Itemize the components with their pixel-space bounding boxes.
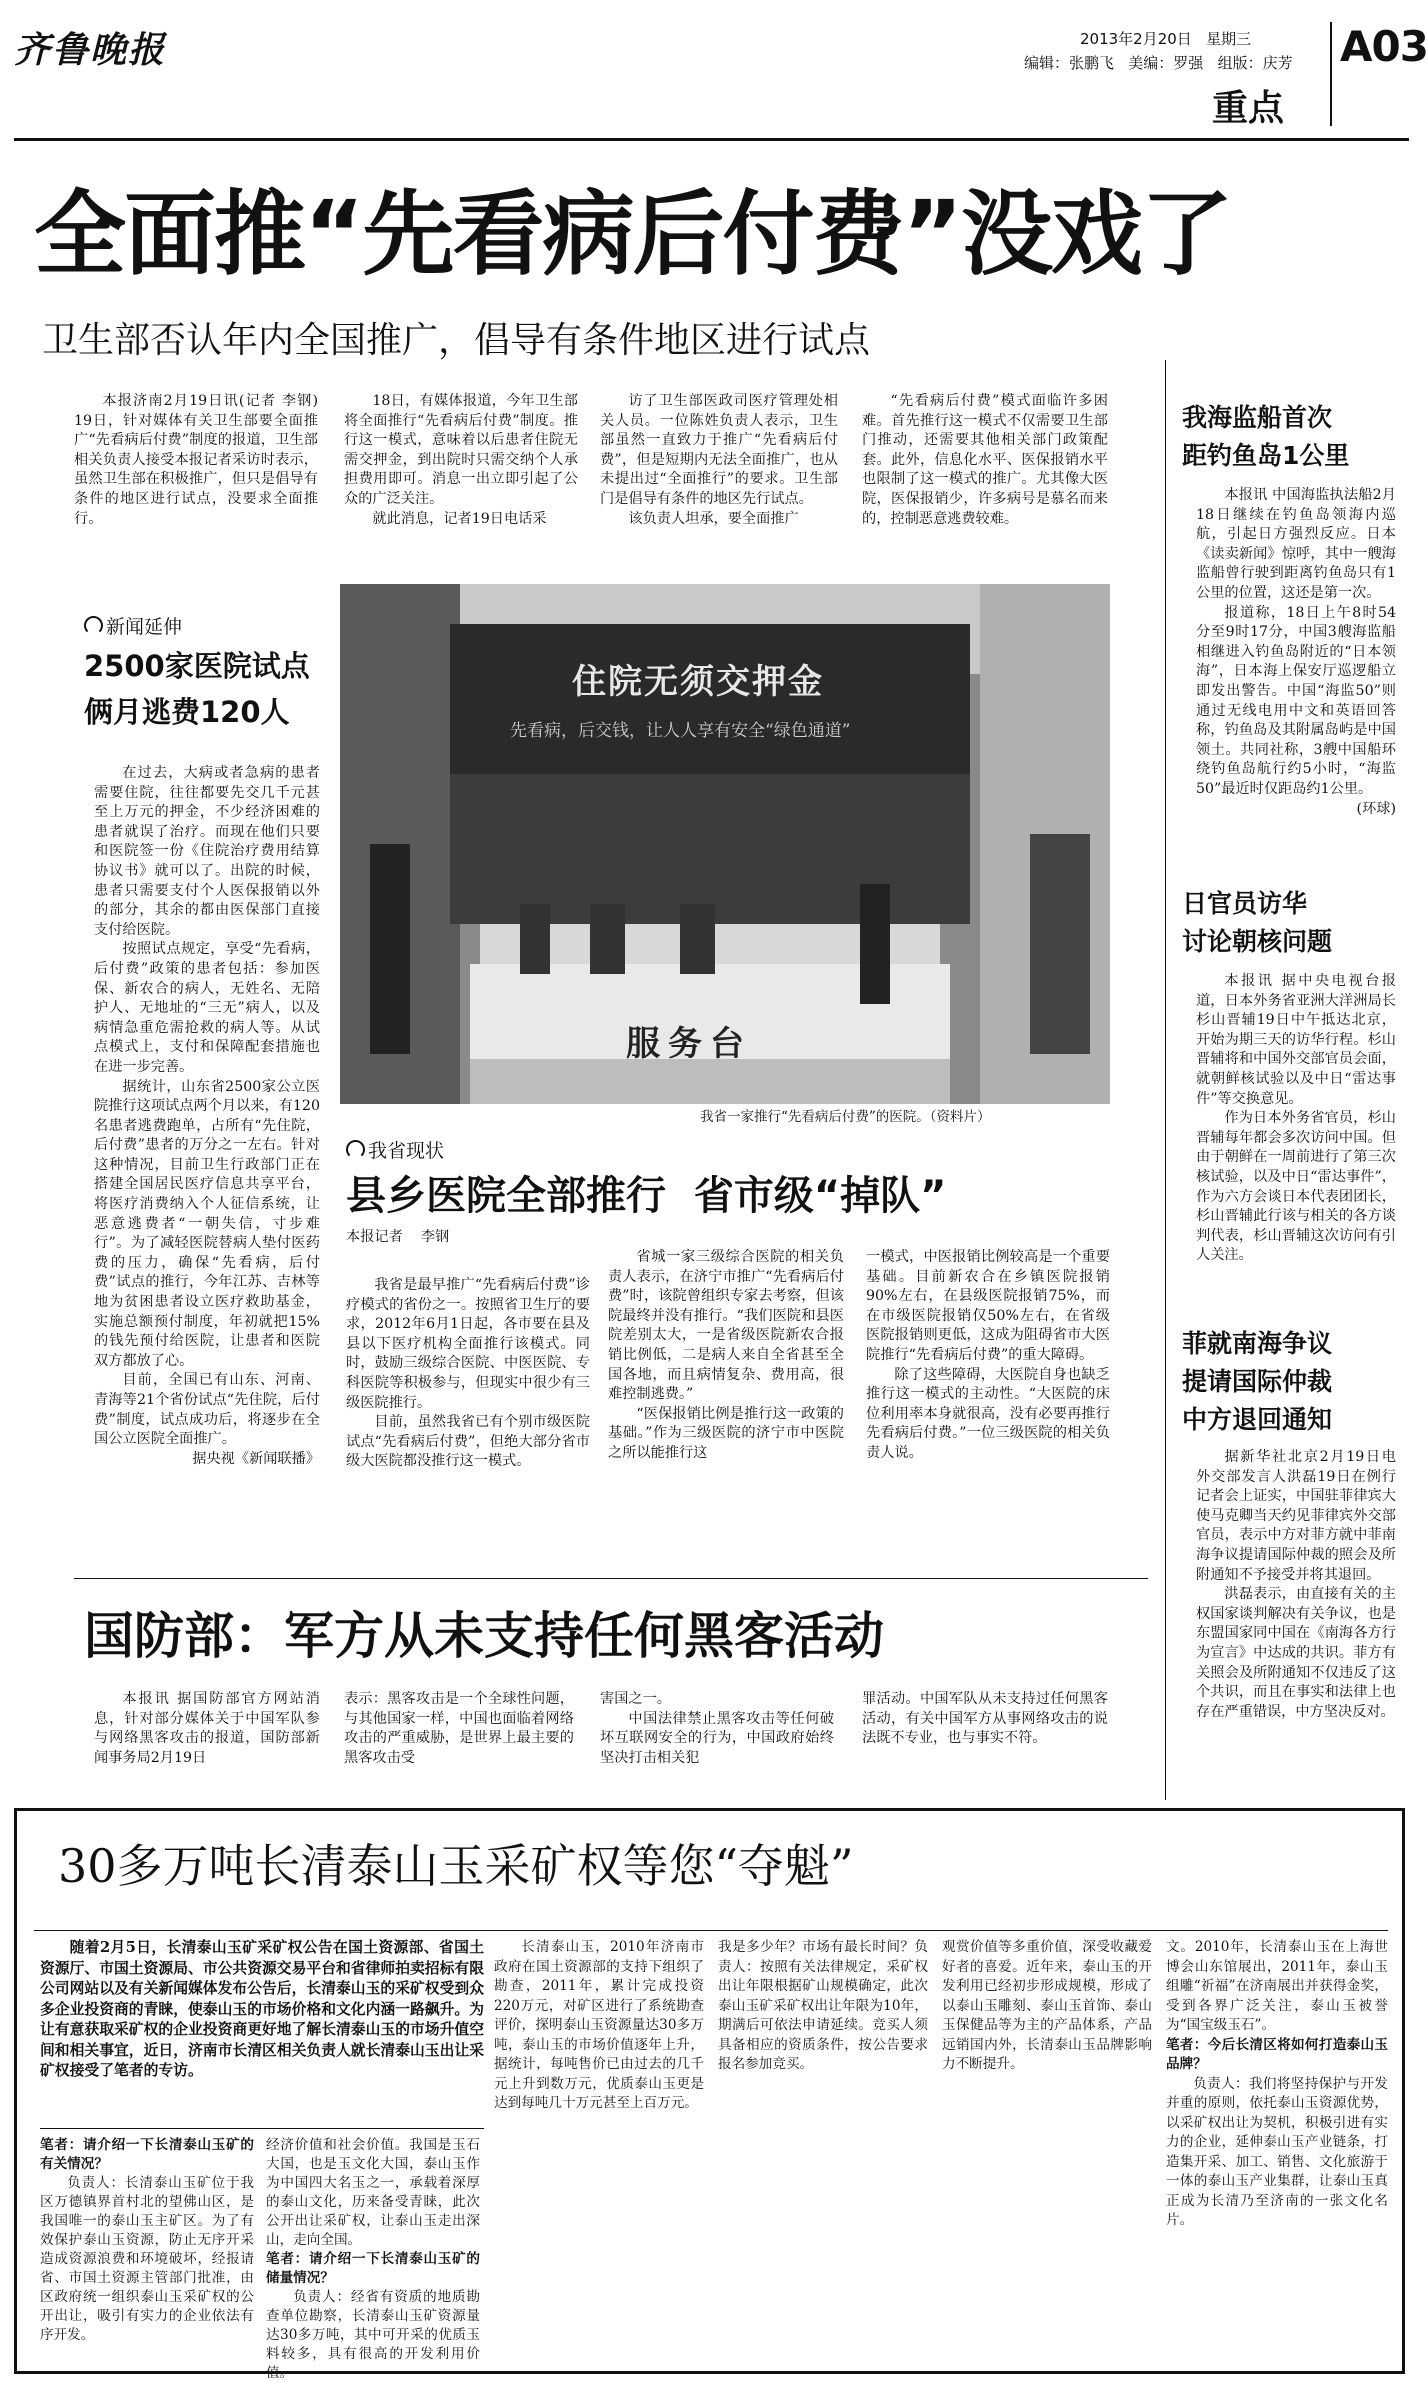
photo-led-sign: 住院无须交押金	[572, 662, 824, 702]
lead-col4-text: “先看病后付费”模式面临许多困难。首先推行这一模式不仅需要卫生部门推动，还需要其他相关部门政策配套。此外，信息化水平、医保报销水平也限制了这一模式的推广。尤其像大医院，医保报销少，许多病号是慕名而来的，控制恶意逃费较难。	[862, 393, 1108, 527]
top-rule	[14, 138, 1409, 141]
defense-headline: 国防部：军方从未支持任何黑客活动	[84, 1607, 884, 1665]
defense-c4: 罪活动。中国军队从未支持过任何黑客活动，有关中国军方从事网络攻击的说法既不专业，也与事实不符。	[862, 1691, 1108, 1747]
defense-top-rule	[74, 1578, 1148, 1579]
editor-line: 编辑：张鹏飞 美编：罗强 组版：庆芳	[1024, 54, 1293, 72]
extension-title-1: 2500家医院试点	[84, 649, 310, 683]
province-column-2	[608, 1248, 844, 1464]
advert-col2: 经济价值和社会价值。我国是玉石大国，也是玉文化大国，泰山玉作为中国四大名玉之一，承载着深厚的泰山文化，历来备受青睐，此次公开出让采矿权，让泰山玉走出深山，走向全国。	[266, 2137, 480, 2248]
defense-c3: 害国之一。	[600, 1691, 671, 1707]
advert-qa-col1	[40, 2136, 254, 2345]
extension-p4: 目前，全国已有山东、河南、青海等21个省份试点“先住院，后付费”制度，试点成功后，将逐步在全国公立医院全面推广。	[94, 1372, 320, 1448]
lead-column-2	[344, 392, 578, 529]
advert-col6	[1166, 1938, 1388, 2231]
tag-dot-icon	[84, 616, 103, 635]
province-c1b: 目前，虽然我省已有个别市级医院试点“先看病后付费”，但绝大部分省市级大医院都没推行这一模式。	[346, 1414, 590, 1470]
extension-p3: 据统计，山东省2500家公立医院推行这项试点两个月以来，有120名患者逃费跑单，占所有“先住院，后付费”患者的万分之一左右。针对这种情况，目前卫生行政部门正在搭建全国居民医疗信息共享平台，将医疗消费纳入个人征信系统，让恶意逃费者“一朝失信，寸步难行”。为了减轻医院替病人垫付医药费的压力，确保“先看病，后付费”试点的推行，今年江苏、吉林等地为贫困患者设立医疗救助基金，实施总额预付制度，年初就把15%的钱先预付给医院，让患者和医院双方都放了心。	[94, 1078, 320, 1369]
advert-a2: 负责人：经省有资质的地质勘查单位勘察，长清泰山玉矿资源量达30多万吨，其中可开采的优质玉料较多，具有很高的开发利用价值。	[266, 2289, 480, 2381]
province-tag-text: 我省现状	[368, 1140, 445, 1162]
advert-col6-text: 文。2010年，长清泰山玉在上海世博会山东馆展出，2011年，泰山玉组雕“祈福”在济南展出并获得金奖，受到各界广泛关注，泰山玉被誉为“国宝级玉石”。	[1166, 1939, 1388, 2033]
page-divider	[1330, 22, 1332, 126]
advert-col5-text: 观赏价值等多重价值，深受收藏爱好者的喜爱。近年来，泰山玉的开发利用已经初步形成规模，形成了以泰山玉雕刻、泰山玉首饰、泰山玉保健品等为主的产品体系，产品远销国内外，长清泰山玉品牌影响力不断提升。	[942, 1939, 1152, 2072]
advert-q1: 笔者：请介绍一下长清泰山玉矿的有关情况？	[40, 2137, 254, 2172]
right-news1-p2: 报道称，18日上午8时54分至9时17分，中国3艘海监船相继进入钓鱼岛附近的“日本领海”，日本海上保安厅巡逻船立即发出警告。中国“海监50”则通过无线电用中文和英语回答称，钓鱼岛及其附属岛屿是中国领土。共同社称，3艘中国船环绕钓鱼岛航行约5小时，“海监50”最近时仅距岛约1公里。	[1196, 604, 1396, 797]
defense-c3b: 中国法律禁止黑客攻击等任何破坏互联网安全的行为，中国政府始终坚决打击相关犯	[600, 1710, 834, 1766]
defense-column-4	[862, 1690, 1108, 1749]
right-news1-p1: 本报讯 中国海监执法船2月18日继续在钓鱼岛领海内巡航，引起日方强烈反应。日本《读卖新闻》惊呼，其中一艘海监船曾行驶到距离钓鱼岛只有1公里的位置，这还是第一次。	[1196, 487, 1396, 601]
province-c3: 一模式，中医报销比例较高是一个重要基础。目前新农合在乡镇医院报销90%左右，在县级医院报销75%，而在市级医院报销仅50%左右，在省级医院报销则更低，这成为阻碍省市大医院推行“先看病后付费”的重大障碍。	[866, 1249, 1110, 1363]
extension-tag-text: 新闻延伸	[106, 616, 183, 638]
province-c1: 我省是最早推广“先看病后付费”诊疗模式的省份之一。按照省卫生厅的要求，2012年6月1日起，各市要在县及县以下医疗机构全面推行该模式。同时，鼓励三级综合医院、中医医院、专科医院等积极参与，但现实中很少有三级医院推行。	[346, 1277, 590, 1411]
right-news1-title-1: 我海监船首次	[1182, 403, 1333, 432]
section-label: 重点	[1212, 88, 1285, 129]
advert-col6-q: 笔者：今后长清区将如何打造泰山玉品牌？	[1166, 2036, 1388, 2072]
photo-led-scroll: 先看病，后交钱，让人人享有安全“绿色通道”	[510, 721, 851, 741]
right-news1-body	[1196, 486, 1396, 819]
advert-col6-a: 负责人：我们将坚持保护与开发并重的原则，依托泰山玉资源优势，以采矿权出让为契机，积极引进有实力的企业，延伸泰山玉产业链条，打造集开采、加工、销售、文化旅游于一体的泰山玉产业集群，让泰山玉真正成为长清乃至济南的一张文化名片。	[1166, 2075, 1388, 2228]
advert-headline-rule	[34, 1930, 1388, 1931]
lead-column-3	[600, 392, 838, 529]
extension-title-2: 俩月逃费120人	[84, 695, 290, 729]
right-news3-title-3: 中方退回通知	[1182, 1405, 1333, 1434]
extension-tag	[84, 612, 182, 639]
advert-q2: 笔者：请介绍一下长清泰山玉矿的储量情况？	[266, 2251, 480, 2286]
right-news2-p2: 作为日本外务省官员，杉山晋辅每年都会多次访问中国。但由于朝鲜在一周前进行了第三次核试验，以及中日“雷达事件”，作为六方会谈日本代表团团长，杉山晋辅此行该与相关的各方谈判代表，杉山晋辅这次访问有引人关注。	[1196, 1110, 1396, 1264]
right-column-rule	[1165, 360, 1166, 1800]
defense-c2: 表示：黑客攻击是一个全球性问题，与其他国家一样，中国也面临着网络攻击的严重威胁，是世界上最主要的黑客攻击受	[344, 1691, 574, 1766]
date-line: 2013年2月20日 星期三	[1080, 30, 1252, 48]
newspaper-logo: 齐鲁晚报	[14, 29, 167, 71]
advert-headline: 30多万吨长清泰山玉采矿权等您“夺魁”	[58, 1839, 854, 1893]
province-c2b: “医保报销比例是推行这一政策的基础。”作为三级医院的济宁市中医院之所以能推行这	[608, 1405, 844, 1461]
defense-column-1	[94, 1690, 320, 1768]
lead-subhead: 卫生部否认年内全国推广，倡导有条件地区进行试点	[42, 320, 871, 361]
extension-p1: 在过去，大病或者急病的患者需要住院，往往都要先交几千元甚至上万元的押金，不少经济困难的患者就误了治疗。而现在他们只要和医院签一份《住院治疗费用结算协议书》就可以了。出院的时候，患者只需要支付个人医保报销以外的部分，其余的都由医保部门直接支付给医院。	[94, 765, 320, 938]
right-news2-p1: 本报讯 据中央电视台报道，日本外务省亚洲大洋洲局长杉山晋辅19日中午抵达北京，开始为期三天的访华行程。杉山晋辅将和中国外交部官员会面，就朝鲜核试验以及中日“雷达事件”等交换意见。	[1196, 973, 1396, 1107]
advert-intro-text: 随着2月5日，长清泰山玉矿采矿权公告在国土资源部、省国土资源厅、市国土资源局、市公共资源交易平台和省律师拍卖招标有限公司网站以及有关新闻媒体发布公告后，长清泰山玉的采矿权受到众多企业投资商的青睐，使泰山玉的市场价格和文化内涵一路飙升。为让有意获取采矿权的企业投资商更好地了解长清泰山玉的市场升值空间和相关事宜，近日，济南市长清区相关负责人就长清泰山玉出让采矿权接受了笔者的专访。	[40, 1939, 484, 2079]
tag-dot-icon	[346, 1140, 365, 1159]
lead-col2-text: 18日，有媒体报道，今年卫生部将全面推行“先看病后付费”制度。推行这一模式，意味着以后患者住院无需交押金，到出院时只需交纳个人承担费用即可。消息一出立即引起了公众的广泛关注。	[344, 393, 578, 507]
advert-intro	[40, 1938, 484, 2082]
right-news2-title-1: 日官员访华	[1182, 889, 1308, 918]
masthead	[0, 0, 1428, 140]
photo-counter-sign: 服务台	[626, 1024, 752, 1064]
province-c3b: 除了这些障碍，大医院自身也缺乏推行这一模式的主动性。“大医院的床位利用率本身就很高，没有必要再推行先看病后付费。”一位三级医院的相关负责人说。	[866, 1366, 1110, 1461]
lead-headline: 全面推“先看病后付费”没戏了	[34, 181, 1231, 288]
advert-qa-col2	[266, 2136, 480, 2383]
province-c2: 省城一家三级综合医院的相关负责人表示，在济宁市推广“先看病后付费”时，该院曾组织专家去考察，但该院最终并没有推行。“我们医院和县医院差别太大，一是省级医院新农合报销比例低，二是病人来自全省甚至全国各地，而且病情复杂、费用高，很难控制逃费。”	[608, 1249, 844, 1403]
defense-c1: 本报讯 据国防部官方网站消息，针对部分媒体关于中国军队参与网络黑客攻击的报道，国防部新闻事务局2月19日	[94, 1691, 320, 1766]
photo-caption: 我省一家推行“先看病后付费”的医院。（资料片）	[700, 1109, 991, 1125]
lead-column-4	[862, 392, 1108, 529]
page-number: A03	[1340, 22, 1428, 71]
province-title: 县乡医院全部推行 省市级“掉队”	[346, 1173, 947, 1219]
advert-col4	[718, 1938, 928, 2075]
lead-col1-text: 本报济南2月19日讯(记者 李钢) 19日，针对媒体有关卫生部要全面推广“先看病后付费”制度的报道，卫生部相关负责人接受本报记者采访时表示，虽然卫生部在积极推广，但只是倡导有条件的地区进行试点，没要求全面推行。	[74, 393, 318, 527]
lead-col3-text: 访了卫生部医政司医疗管理处相关人员。一位陈姓负责人表示，卫生部虽然一直致力于推广“先看病后付费”，但是短期内无法全面推广，也从未提出过“全面推行”的要求。卫生部门是倡导有条件的地区先行试点。	[600, 393, 838, 507]
right-news3-p1: 据新华社北京2月19日电 外交部发言人洪磊19日在例行记者会上证实，中国驻菲律宾大使马克卿当天约见菲律宾外交部官员，表示中方对菲方就中菲南海争议提请国际仲裁的照会及所附通知不予接受并将其退回。	[1196, 1449, 1396, 1583]
right-news3-title-2: 提请国际仲裁	[1182, 1367, 1333, 1396]
right-news2-body	[1196, 972, 1396, 1266]
right-news2-title-2: 讨论朝核问题	[1182, 927, 1333, 956]
right-news1-source: (环球)	[1356, 800, 1396, 817]
advert-col5	[942, 1938, 1152, 2075]
advert-intro-rule	[40, 2128, 484, 2129]
lead-column-1	[74, 392, 318, 529]
hospital-photo	[340, 584, 1110, 1104]
defense-column-3	[600, 1690, 834, 1768]
right-news3-body	[1196, 1448, 1396, 1722]
province-tag	[346, 1136, 444, 1163]
advert-col4-text: 我是多少年？市场有最长时间？负责人：按照有关法律规定，采矿权出让年限根据矿山规模确定，此次泰山玉矿采矿权出让年限为10年，期满后可依法申请延续。竞买人须具备相应的资质条件，按公告要求报名参加竞买。	[718, 1939, 928, 2072]
advert-col3-text: 长清泰山玉，2010年济南市政府在国土资源部的支持下组织了勘查，2011年，累计完成投资220万元，对矿区进行了系统勘查评价，探明泰山玉资源量达30多万吨，泰山玉的市场价值逐年上升，据统计，每吨售价已由过去的几千元上升到数万元，优质泰山玉更是达到每吨几十万元甚至上百万元。	[494, 1939, 704, 2111]
advert-col3	[494, 1938, 704, 2114]
extension-source: 据央视《新闻联播》	[192, 1450, 320, 1467]
right-news3-title-1: 菲就南海争议	[1182, 1329, 1333, 1358]
right-news3-p2: 洪磊表示，由直接有关的主权国家谈判解决有关争议，也是东盟国家同中国在《南海各方行为宣言》中达成的共识。菲方有关照会及所附通知不仅违反了这个共识，而且在事实和法律上也存在严重错误，中方坚决反对。	[1196, 1586, 1396, 1720]
province-column-1	[346, 1276, 590, 1472]
defense-column-2	[344, 1690, 574, 1768]
right-news1-title-2: 距钓鱼岛1公里	[1182, 441, 1350, 470]
extension-body	[94, 764, 320, 1469]
lead-col2-text-b: 就此消息，记者19日电话采	[372, 510, 547, 527]
extension-p2: 按照试点规定，享受“先看病，后付费”政策的患者包括：参加医保、新农合的病人，无姓名、无陪护人、无地址的“三无”病人，以及病情急重危需抢救的病人等。从试点模式上，支付和保障配套措施也在进一步完善。	[94, 941, 320, 1075]
province-column-3	[866, 1248, 1110, 1464]
lead-col3-text-b: 该负责人坦承，要全面推广	[628, 510, 799, 527]
province-byline: 本报记者 李钢	[346, 1229, 450, 1245]
advert-a1: 负责人：长清泰山玉矿位于我区万德镇界首村北的望佛山区，是我国唯一的泰山玉主矿区。为了有效保护泰山玉资源，防止无序开采造成资源浪费和环境破坏，经报请省、市国土资源主管部门批准，由区政府统一组织泰山玉采矿权的公开出让，吸引有实力的企业依法有序开发。	[40, 2175, 254, 2343]
